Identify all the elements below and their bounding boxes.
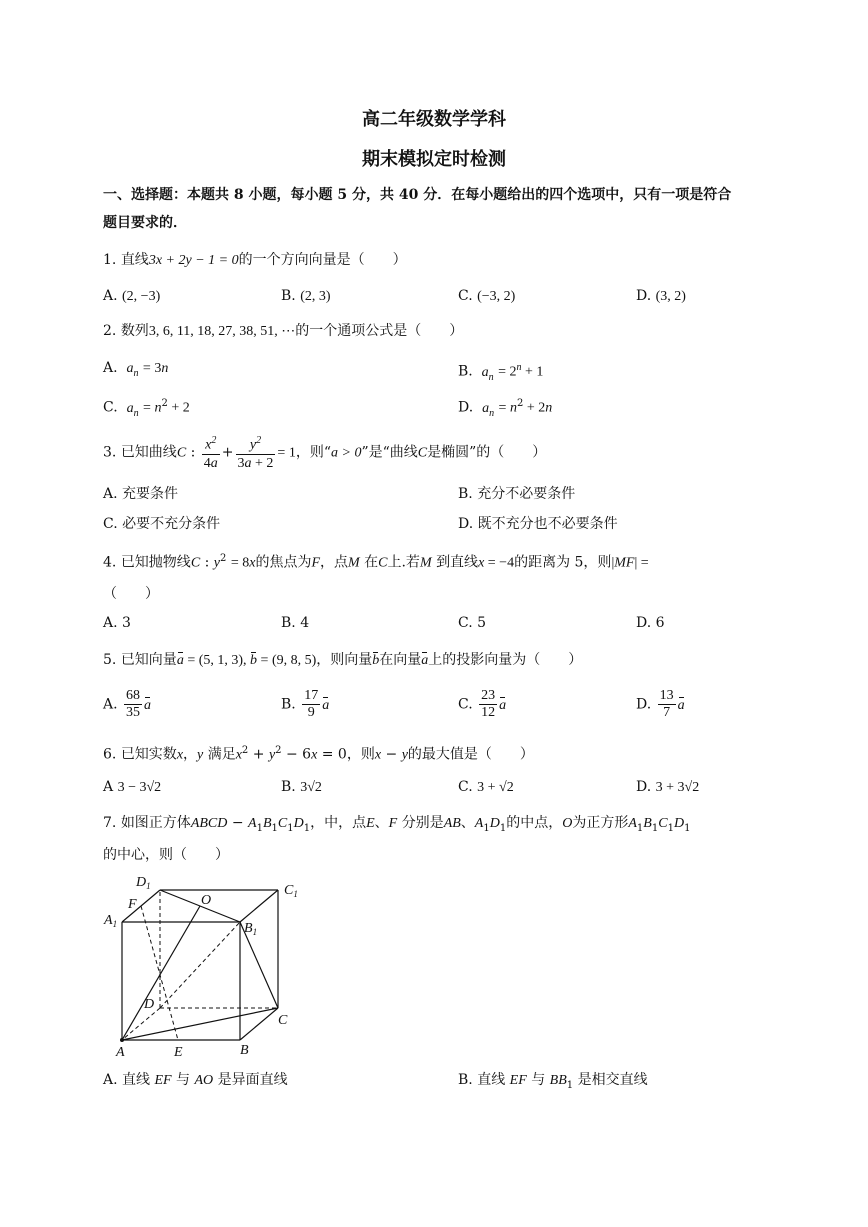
q3-option-b: B. 充分不必要条件 [458,486,576,502]
label-d: D [144,997,155,1012]
q6-option-c: C. 3 + √2 [458,779,514,795]
question-4: 4. 已知抛物线C : $y^2 = 8x$的焦点为F，点M 在C上.若M 到直线x = −4的距离为 5，则|MF| = [103,553,649,571]
q7-option-a: A. 直线 EF 与 AO 是异面直线 [103,1072,288,1088]
q4-option-d: D. 6 [636,615,665,631]
q4-paren: （ ） [103,586,159,602]
q7-line2: 的中心，则（ ） [103,847,229,863]
label-b: B [240,1043,249,1058]
q3-option-d: D. 既不充分也不必要条件 [458,516,618,532]
q2-option-a: A. $a_n = 3n$ [103,360,169,379]
q3-option-a: A. 充要条件 [103,486,179,502]
label-d1: $D_1$ [136,875,151,891]
q4-option-a: A. 3 [103,615,131,631]
q6-option-a: A 3 − 3√2 [103,779,162,795]
q2-option-b: B. $a_n = 2^n + 1$ [458,362,544,383]
label-a1: $A_1$ [104,913,118,929]
q5-option-d: D. $\frac{13}{7}$ a [636,688,685,720]
page-title: 高二年级数学学科 [362,109,506,130]
question-7: 7. 如图正方体ABCD − $A_1B_1C_1D_1$，中，点E、F 分别是AB、$A_1D_1$的中点，O为正方形$A_1B_1C_1D_1$ [103,815,691,834]
q3-option-c: C. 必要不充分条件 [103,516,221,532]
question-5: 5. 已知向量a = (5, 1, 3), b = (9, 8, 5)，则向量b在向量a上的投影向量为（ ） [103,650,582,671]
q2-option-c: C. $a_n = n^2 + 2$ [103,398,190,419]
q1-option-a: A. (2, −3) [103,288,161,304]
section-heading-cont: 题目要求的． [103,215,187,231]
q4-option-c: C. 5 [458,615,487,631]
label-a: A [116,1045,125,1060]
question-6: 6. 已知实数x，y 满足$x^2 + y^2 - 6x = 0$，则x − y的最大值是（ ） [103,745,534,763]
q2-option-d: D. $a_n = n^2 + 2n$ [458,398,553,419]
q5-option-b: B. $\frac{17}{9}$ a [281,688,330,720]
q6-option-b: B. 3√2 [281,779,322,795]
section-heading: 一、选择题：本题共 8 小题，每小题 5 分，共 40 分．在每小题给出的四个选项中，只有一项是符合 [103,187,732,203]
label-c1: $C_1$ [284,883,298,899]
label-e: E [174,1045,183,1060]
label-f: F [128,897,137,912]
label-c: C [278,1013,288,1028]
q6-option-d: D. 3 + 3√2 [636,779,700,795]
q4-option-b: B. 4 [281,615,310,631]
question-1: 1. 直线3x + 2y − 1 = 0的一个方向向量是（ ） [103,252,407,268]
page-subtitle: 期末模拟定时检测 [362,149,506,170]
q5-option-a: A. $\frac{68}{35}$ a [103,688,152,720]
q7-option-b: B. 直线 EF 与 $BB_1$ 是相交直线 [458,1072,648,1091]
q1-option-d: D. (3, 2) [636,288,686,304]
cube-figure [100,870,315,1060]
question-2: 2. 数列3, 6, 11, 18, 27, 38, 51, ⋯的一个通项公式是（ ） [103,323,464,339]
label-b1: $B_1$ [244,921,258,937]
label-o: O [201,893,212,908]
q1-option-c: C. (−3, 2) [458,288,516,304]
question-3: 3. 已知曲线C : $\frac{x^2}{4a}$ + $\frac{y^2}{3a + 2}$ = 1，则“a > 0”是“曲线C是椭圆”的（ ） [103,435,547,471]
q5-option-c: C. $\frac{23}{12}$ a [458,688,507,720]
q1-option-b: B. (2, 3) [281,288,331,304]
